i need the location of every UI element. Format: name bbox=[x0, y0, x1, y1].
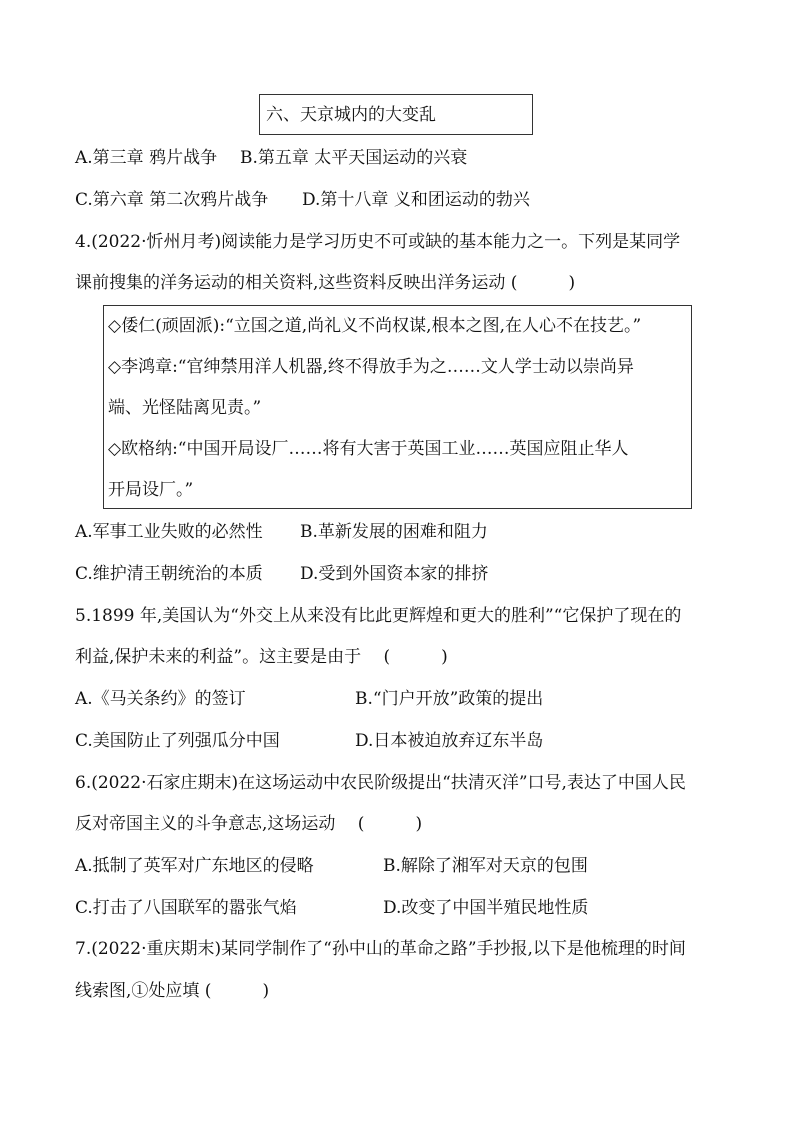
q6-option-b: B.解除了湘军对天京的包围 bbox=[383, 856, 588, 876]
q4-option-a: A.军事工业失败的必然性 bbox=[75, 522, 263, 542]
q5-option-b: B.“门户开放”政策的提出 bbox=[355, 689, 544, 709]
q3-option-c: C.第六章 第二次鸦片战争 bbox=[75, 190, 269, 210]
q6-stem-line1: 6.(2022·石家庄期末)在这场运动中农民阶级提出“扶清灭洋”口号,表达了中国人民 bbox=[75, 773, 686, 793]
q6-option-d: D.改变了中国半殖民地性质 bbox=[383, 898, 589, 918]
q4-quote-3-cont: 开局设厂。” bbox=[108, 480, 194, 500]
q4-stem-line2: 课前搜集的洋务运动的相关资料,这些资料反映出洋务运动 ( ) bbox=[75, 273, 576, 293]
q5-stem-line1: 5.1899 年,美国认为“外交上从来没有比此更辉煌和更大的胜利”“它保护了现在的 bbox=[75, 606, 682, 626]
q3-option-a: A.第三章 鸦片战争 bbox=[75, 148, 218, 168]
q6-option-a: A.抵制了英军对广东地区的侵略 bbox=[75, 856, 314, 876]
event-box bbox=[259, 94, 533, 135]
q5-option-d: D.日本被迫放弃辽东半岛 bbox=[355, 731, 544, 751]
q3-option-b: B.第五章 太平天国运动的兴衰 bbox=[240, 148, 468, 168]
q6-option-c: C.打击了八国联军的嚣张气焰 bbox=[75, 898, 297, 918]
q4-option-c: C.维护清王朝统治的本质 bbox=[75, 564, 263, 584]
q4-quote-1: ◇倭仁(顽固派):“立国之道,尚礼义不尚权谋,根本之图,在人心不在技艺。” bbox=[108, 316, 642, 336]
q4-quote-3: ◇欧格纳:“中国开局设厂……将有大害于英国工业……英国应阻止华人 bbox=[108, 439, 629, 459]
q5-option-c: C.美国防止了列强瓜分中国 bbox=[75, 731, 280, 751]
q4-quote-2: ◇李鸿章:“官绅禁用洋人机器,终不得放手为之……文人学士动以崇尚异 bbox=[108, 357, 634, 377]
q4-stem-line1: 4.(2022·忻州月考)阅读能力是学习历史不可或缺的基本能力之一。下列是某同学 bbox=[75, 232, 681, 252]
q4-quote-2-cont: 端、光怪陆离见责。” bbox=[108, 398, 262, 418]
q4-option-d: D.受到外国资本家的排挤 bbox=[300, 564, 489, 584]
q5-option-a: A.《马关条约》的签订 bbox=[75, 689, 246, 709]
q3-option-d: D.第十八章 义和团运动的勃兴 bbox=[302, 190, 530, 210]
q7-stem-line1: 7.(2022·重庆期末)某同学制作了“孙中山的革命之路”手抄报,以下是他梳理的时间 bbox=[75, 939, 686, 959]
q6-stem-line2: 反对帝国主义的斗争意志,这场运动 ( ) bbox=[75, 814, 423, 834]
q7-stem-line2: 线索图,①处应填 ( ) bbox=[75, 981, 270, 1001]
q5-stem-line2: 利益,保护未来的利益”。这主要是由于 ( ) bbox=[75, 647, 448, 667]
q4-option-b: B.革新发展的困难和阻力 bbox=[300, 522, 488, 542]
event-box-text: 六、天京城内的大变乱 bbox=[266, 105, 436, 125]
